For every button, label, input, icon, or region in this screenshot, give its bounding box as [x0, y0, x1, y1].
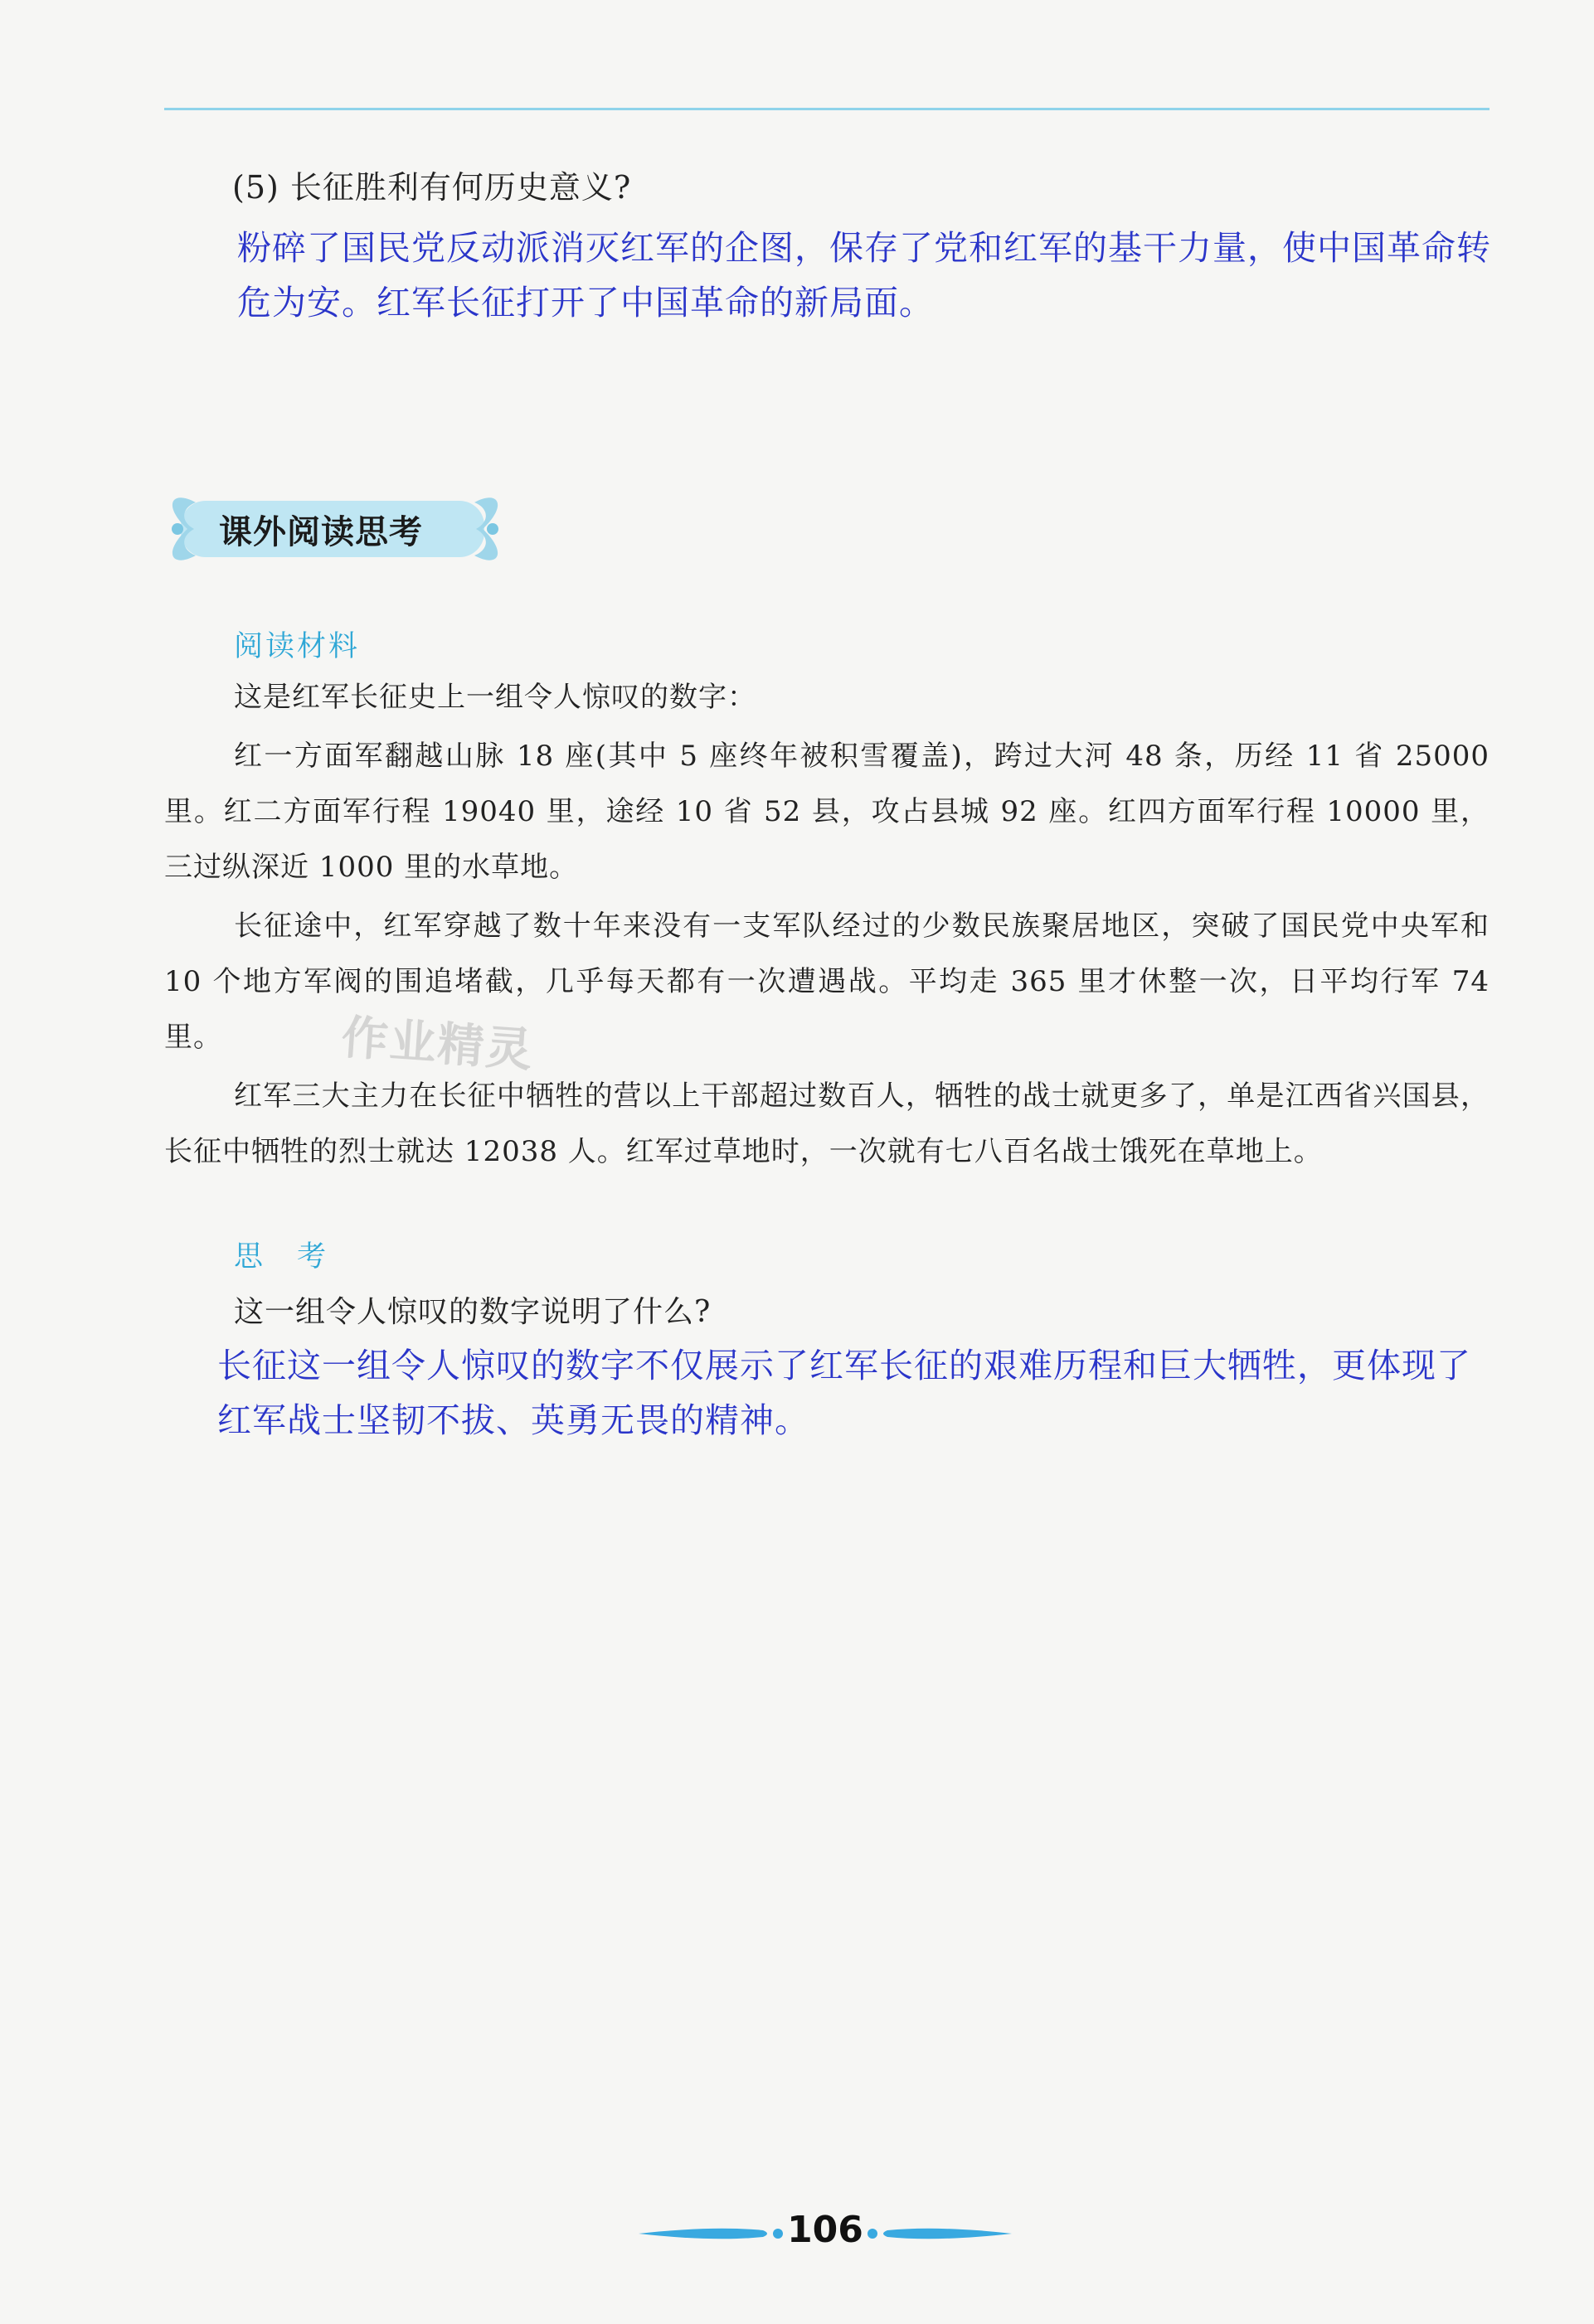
- reading-paragraph: 长征途中，红军穿越了数十年来没有一支军队经过的少数民族聚居地区，突破了国民党中央军和 10 个地方军阀的围追堵截，几乎每天都有一次遭遇战。平均走 365 里才休整一次，日平均行军 74 里。: [164, 910, 1490, 1054]
- think-question: 这一组令人惊叹的数字说明了什么?: [234, 1295, 712, 1329]
- top-rule: [164, 108, 1490, 110]
- section-banner: [163, 489, 511, 569]
- banner-label: 课外阅读思考: [219, 513, 423, 551]
- handwritten-think-answer: 长征这一组令人惊叹的数字不仅展示了红军长征的艰难历程和巨大牺牲，更体现了红军战士坚韧不拔、英勇无畏的精神。: [217, 1346, 1471, 1440]
- reading-paragraph: 这是红军长征史上一组令人惊叹的数字：: [234, 681, 756, 714]
- reading-paragraph: 红一方面军翻越山脉 18 座(其中 5 座终年被积雪覆盖)，跨过大河 48 条，历经 11 省 25000 里。红二方面军行程 19040 里，途经 10 省 52 县，攻占县城 92 座。红四方面军行程 10000 里，三过纵深近 1000 里的水草地。: [164, 740, 1490, 884]
- handwritten-answer-5: 粉碎了国民党反动派消灭红军的企图，保存了党和红军的基干力量，使中国革命转危为安。红军长征打开了中国革命的新局面。: [237, 228, 1491, 323]
- question-5: (5) 长征胜利有何历史意义?: [232, 169, 632, 206]
- reading-heading: 阅读材料: [234, 630, 361, 663]
- reading-paragraph: 红军三大主力在长征中牺牲的营以上干部超过数百人，牺牲的战士就更多了，单是江西省兴国县，长征中牺牲的烈士就达 12038 人。红军过草地时，一次就有七八百名战士饿死在草地上。: [164, 1080, 1490, 1168]
- watermark: 作业精灵: [339, 1010, 536, 1079]
- page-footer: [630, 2202, 1020, 2260]
- question-block: [232, 166, 1493, 330]
- reading-material: [164, 670, 1490, 1183]
- think-heading: 思 考: [234, 1240, 329, 1274]
- page-number: 106: [787, 2209, 863, 2251]
